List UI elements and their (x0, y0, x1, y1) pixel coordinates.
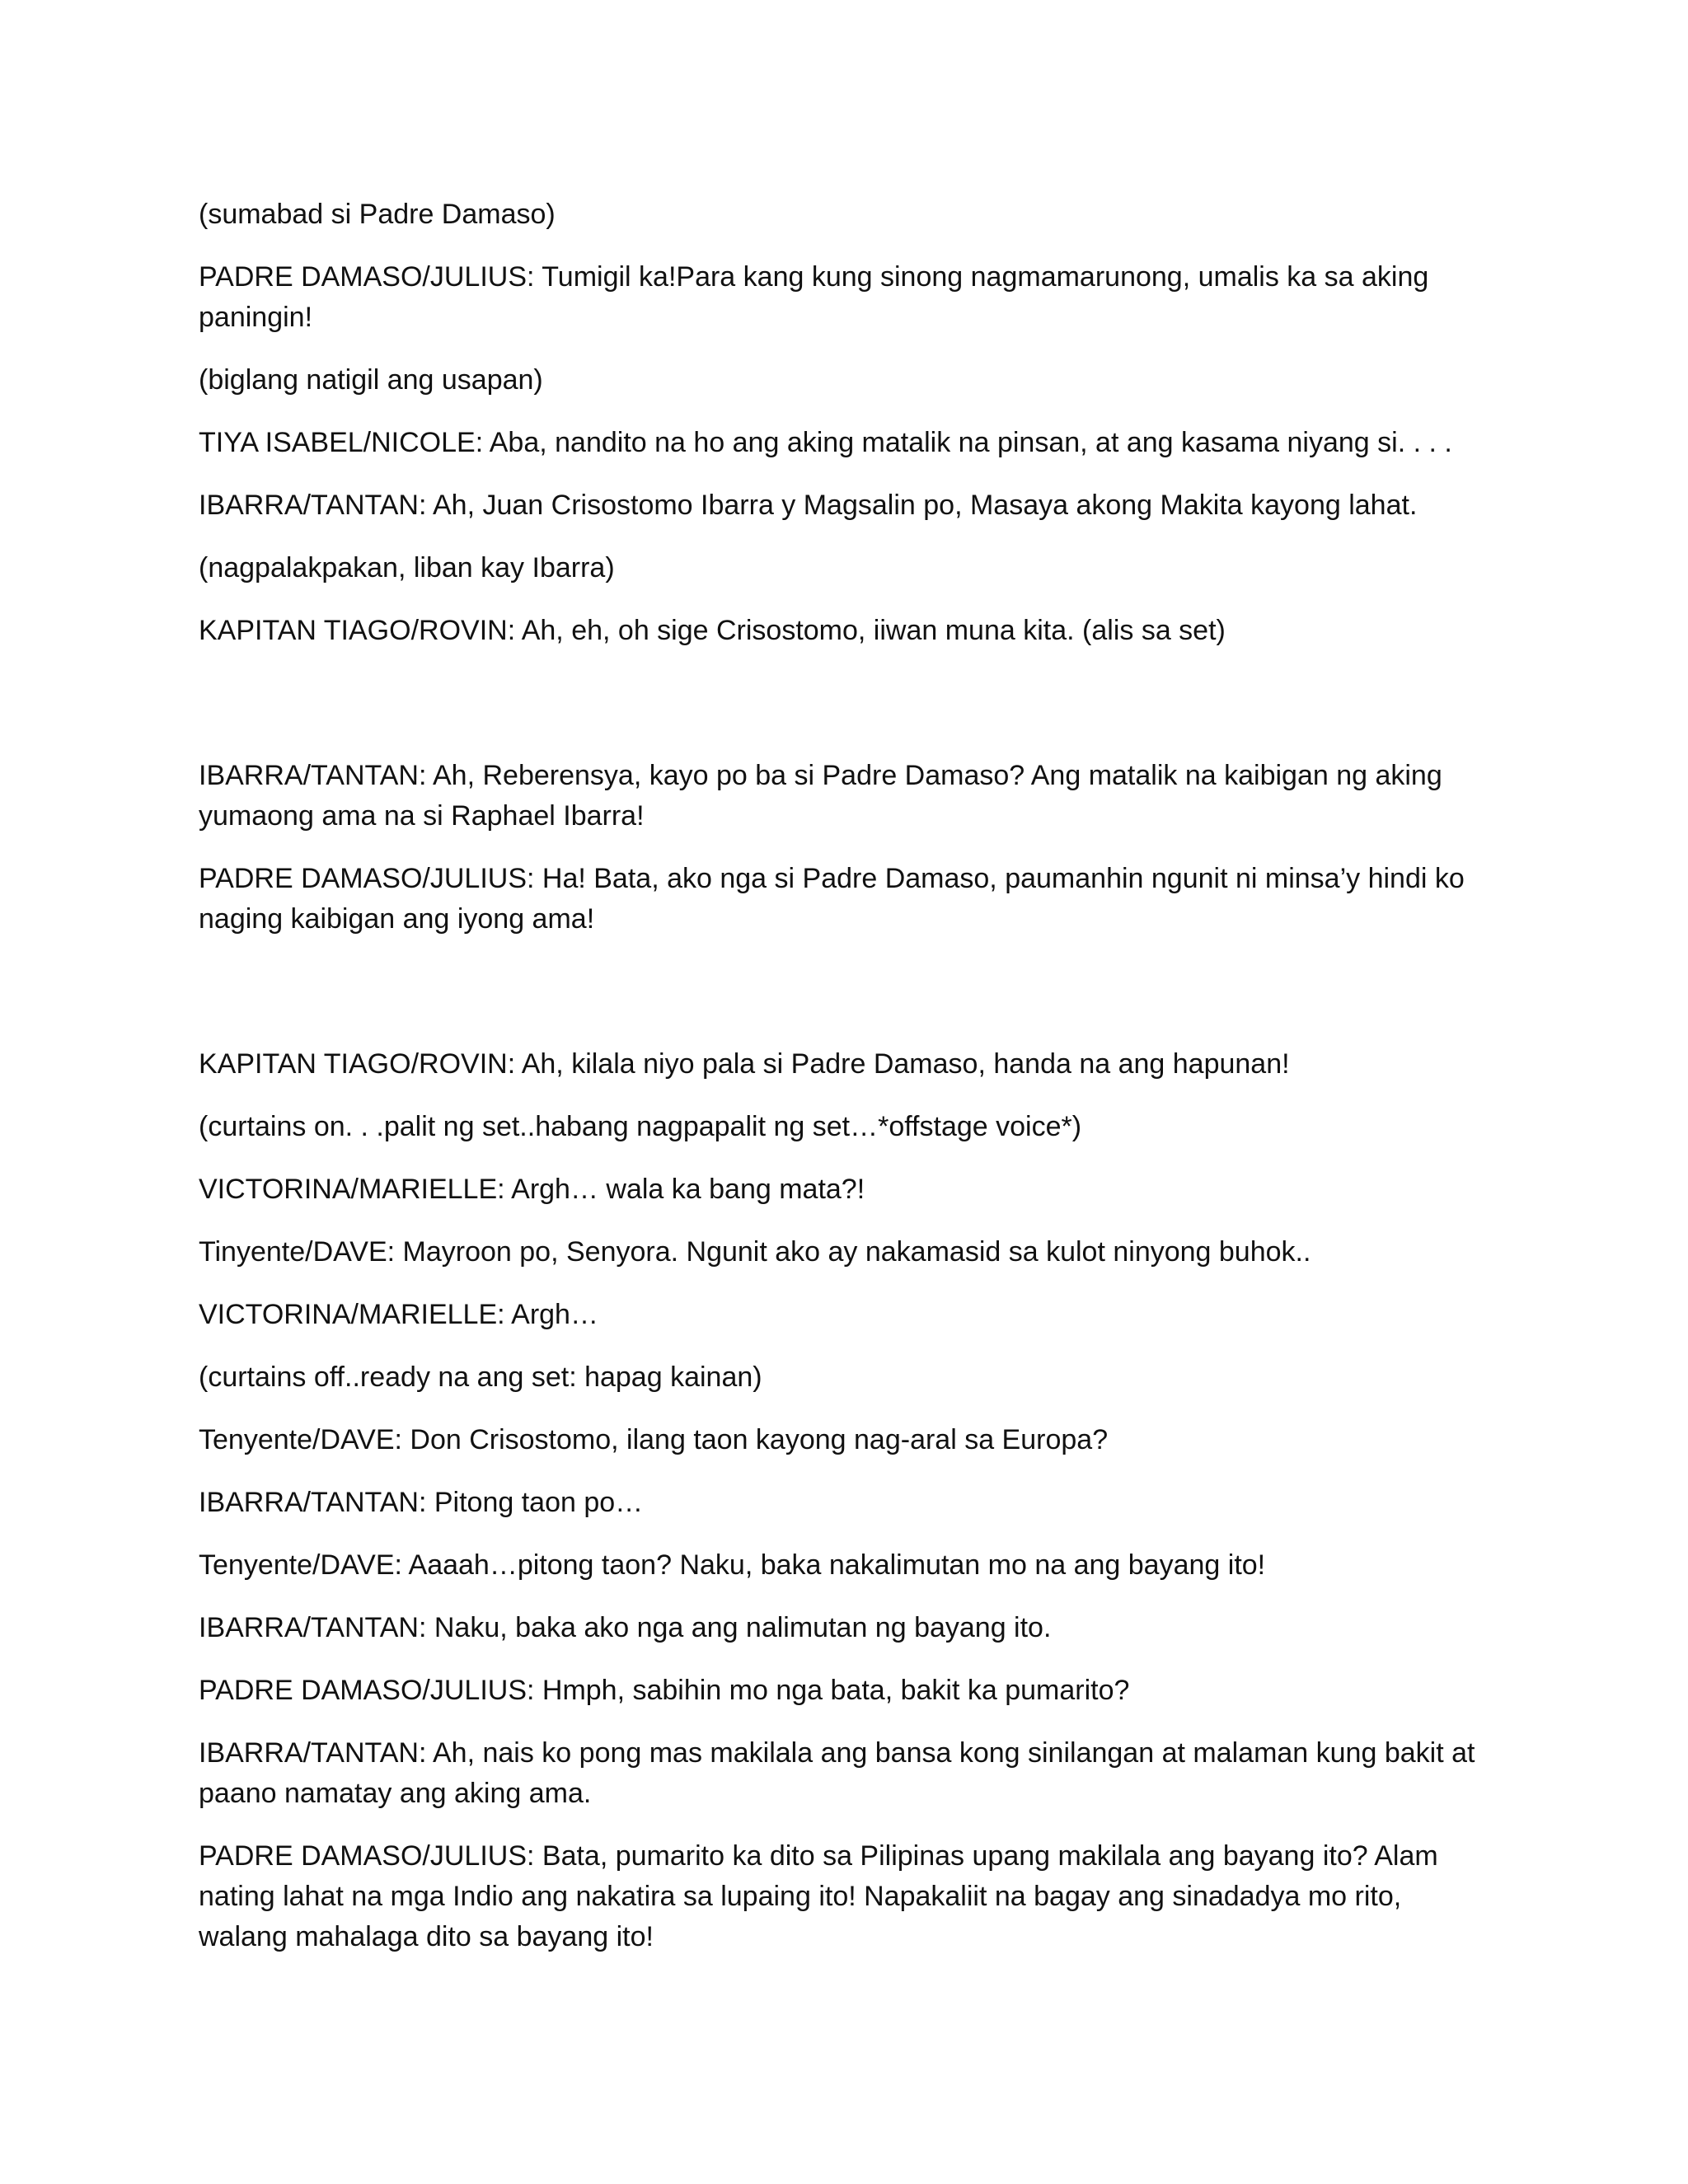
dialogue-line: Tenyente/DAVE: Don Crisostomo, ilang taon kayong nag-aral sa Europa? (199, 1424, 1109, 1455)
stage-direction: (curtains on. . .palit ng set..habang nagpapalit ng set…*offstage voice*) (199, 1111, 1082, 1142)
dialogue-line: IBARRA/TANTAN: Ah, Juan Crisostomo Ibarra y Magsalin po, Masaya akong Makita kayong lahat. (199, 490, 1418, 521)
dialogue-line: PADRE DAMASO/JULIUS: Bata, pumarito ka dito sa Pilipinas upang makilala ang bayang ito? Alam nating lahat na mga Indio ang nakatira sa lupaing ito! Napakaliit na bagay ang sinadadya mo rito, walang mahalaga dito sa bayang ito! (199, 1840, 1438, 1952)
dialogue-line: PADRE DAMASO/JULIUS: Ha! Bata, ako nga si Padre Damaso, paumanhin ngunit ni minsa’y hindi ko naging kaibigan ang iyong ama! (199, 863, 1465, 935)
dialogue-line: PADRE DAMASO/JULIUS: Tumigil ka!Para kang kung sinong nagmamarunong, umalis ka sa aking paningin! (199, 261, 1429, 333)
dialogue-line: IBARRA/TANTAN: Naku, baka ako nga ang nalimutan ng bayang ito. (199, 1612, 1052, 1643)
dialogue-line: Tenyente/DAVE: Aaaah…pitong taon? Naku, baka nakalimutan mo na ang bayang ito! (199, 1549, 1266, 1581)
script-body (199, 194, 1484, 1980)
dialogue-line: PADRE DAMASO/JULIUS: Hmph, sabihin mo nga bata, bakit ka pumarito? (199, 1675, 1130, 1706)
stage-direction: (curtains off..ready na ang set: hapag kainan) (199, 1361, 762, 1393)
stage-direction: (sumabad si Padre Damaso) (199, 199, 556, 230)
dialogue-line: IBARRA/TANTAN: Ah, Reberensya, kayo po ba si Padre Damaso? Ang matalik na kaibigan ng aking yumaong ama na si Raphael Ibarra! (199, 760, 1442, 832)
dialogue-line: KAPITAN TIAGO/ROVIN: Ah, kilala niyo pala si Padre Damaso, handa na ang hapunan! (199, 1048, 1290, 1080)
stage-direction: (nagpalakpakan, liban kay Ibarra) (199, 552, 615, 583)
dialogue-line: IBARRA/TANTAN: Pitong taon po… (199, 1487, 644, 1518)
blank-space (199, 673, 1484, 756)
stage-direction: (biglang natigil ang usapan) (199, 364, 543, 396)
dialogue-line: VICTORINA/MARIELLE: Argh… wala ka bang mata?! (199, 1174, 865, 1205)
dialogue-line: TIYA ISABEL/NICOLE: Aba, nandito na ho ang aking matalik na pinsan, at ang kasama niyang si. . . . (199, 427, 1452, 458)
dialogue-line: VICTORINA/MARIELLE: Argh… (199, 1299, 598, 1330)
dialogue-line: KAPITAN TIAGO/ROVIN: Ah, eh, oh sige Crisostomo, iiwan muna kita. (alis sa set) (199, 615, 1226, 646)
dialogue-line: Tinyente/DAVE: Mayroon po, Senyora. Ngunit ako ay nakamasid sa kulot ninyong buhok.. (199, 1236, 1311, 1268)
blank-space (199, 962, 1484, 1044)
dialogue-line: IBARRA/TANTAN: Ah, nais ko pong mas makilala ang bansa kong sinilangan at malaman kung bakit at paano namatay ang aking ama. (199, 1737, 1475, 1809)
